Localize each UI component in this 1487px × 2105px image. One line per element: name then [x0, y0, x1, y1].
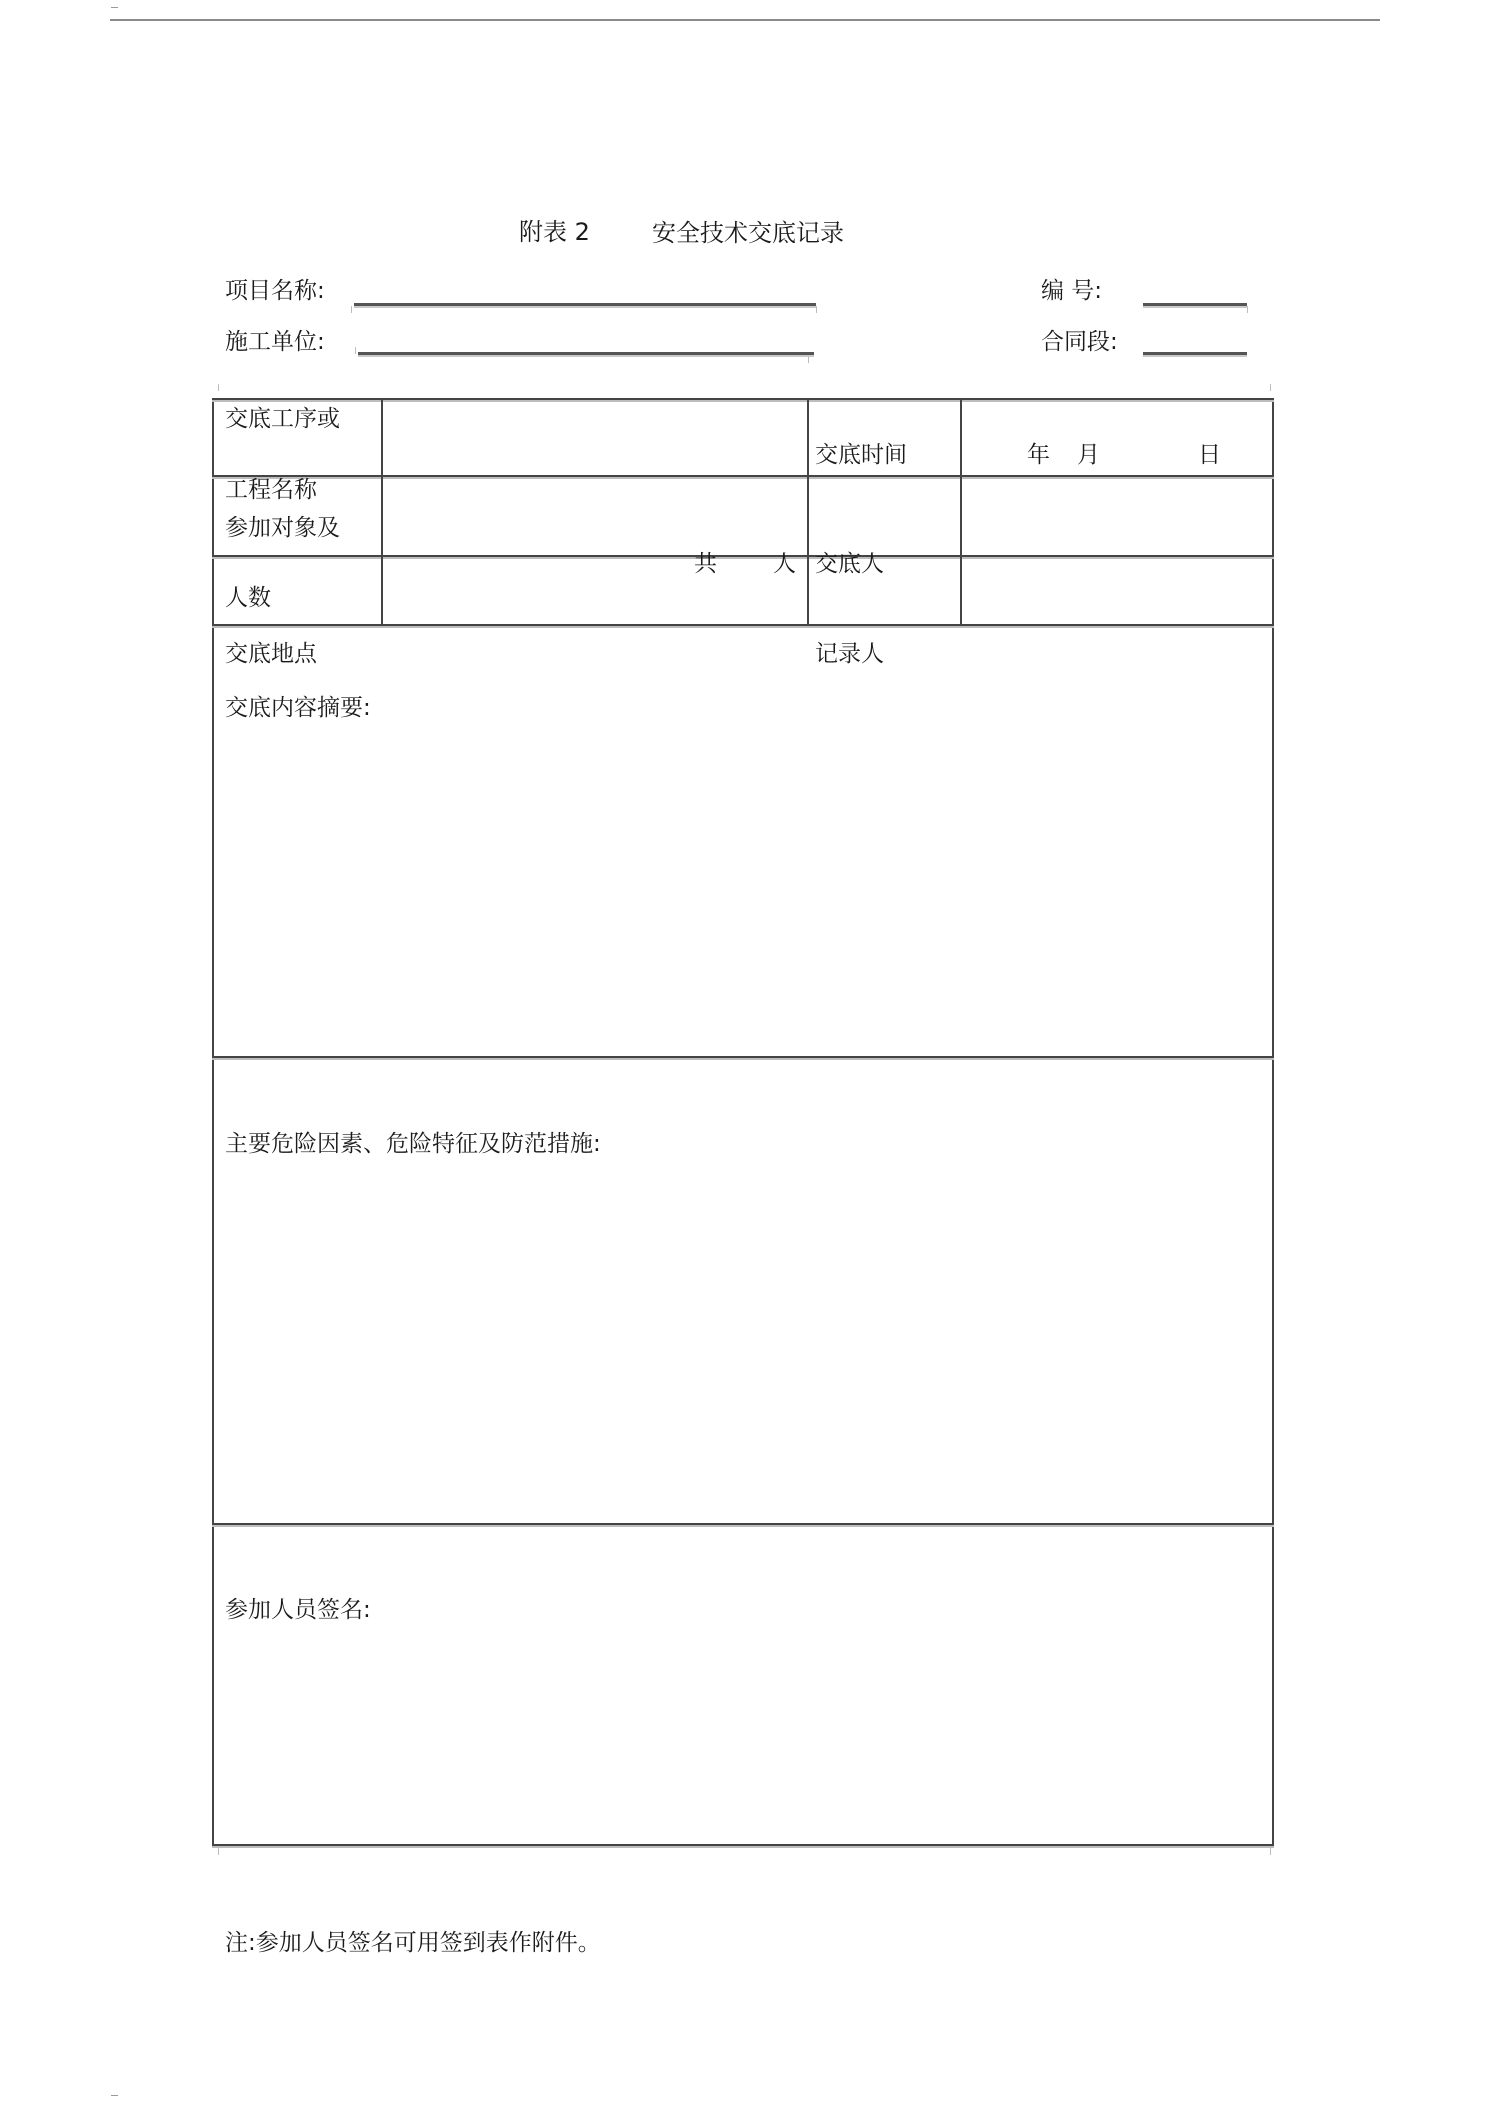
- table-mark: [1270, 384, 1271, 391]
- contract-section-label: 合同段:: [1041, 329, 1118, 355]
- contractor-field[interactable]: [358, 352, 814, 355]
- table-row-rule: [212, 555, 1274, 557]
- field-tick: [808, 356, 809, 363]
- process-label-line1: 交底工序或: [225, 406, 340, 432]
- hazards-label: 主要危险因素、危险特征及防范措施:: [225, 1131, 601, 1157]
- table-row-rule: [212, 624, 1274, 626]
- table-border-bottom: [212, 1844, 1274, 1846]
- table-col-rule: [960, 398, 962, 626]
- total-prefix: 共: [694, 551, 717, 577]
- table-border-right: [1272, 398, 1274, 1846]
- field-tick: [355, 347, 356, 354]
- top-rule: [110, 19, 1380, 21]
- number-label: 编 号:: [1041, 278, 1103, 304]
- table-row-rule: [212, 1056, 1274, 1058]
- footer-note: 注:参加人员签名可用签到表作附件。: [225, 1930, 601, 1956]
- year-label: 年: [1027, 442, 1050, 468]
- table-col-rule: [807, 398, 809, 626]
- field-tick: [816, 306, 817, 313]
- project-name-label: 项目名称:: [225, 278, 325, 304]
- field-tick: [1247, 306, 1248, 313]
- document-title: 安全技术交底记录: [652, 219, 844, 247]
- project-name-field[interactable]: [354, 303, 816, 306]
- contractor-label: 施工单位:: [225, 329, 325, 355]
- table-col-rule: [381, 398, 383, 626]
- corner-mark-top: [111, 7, 118, 8]
- table-mark: [218, 384, 219, 391]
- signatures-label: 参加人员签名:: [225, 1597, 371, 1623]
- presenter-label: 交底人: [815, 551, 884, 577]
- field-tick: [351, 306, 352, 313]
- corner-mark-bottom: [111, 2095, 118, 2096]
- process-label-line2: 工程名称: [225, 477, 317, 503]
- number-field[interactable]: [1143, 303, 1247, 306]
- recorder-label: 记录人: [815, 641, 884, 667]
- table-border-left: [212, 398, 214, 1846]
- content-summary-label: 交底内容摘要:: [225, 695, 371, 721]
- person-unit: 人: [773, 551, 796, 577]
- table-row-rule: [212, 1523, 1274, 1525]
- table-mark: [1270, 1848, 1271, 1855]
- appendix-label: 附表 2: [519, 218, 590, 246]
- location-label: 交底地点: [225, 641, 317, 667]
- table-mark: [218, 1848, 219, 1855]
- table-row-rule: [212, 475, 1274, 477]
- participants-label-line1: 参加对象及: [225, 515, 340, 541]
- briefing-time-label: 交底时间: [815, 442, 907, 468]
- contract-section-field[interactable]: [1143, 352, 1247, 355]
- participants-label-line2: 人数: [225, 585, 271, 611]
- month-label: 月: [1077, 442, 1100, 468]
- day-label: 日: [1198, 442, 1221, 468]
- table-border-top: [212, 398, 1274, 400]
